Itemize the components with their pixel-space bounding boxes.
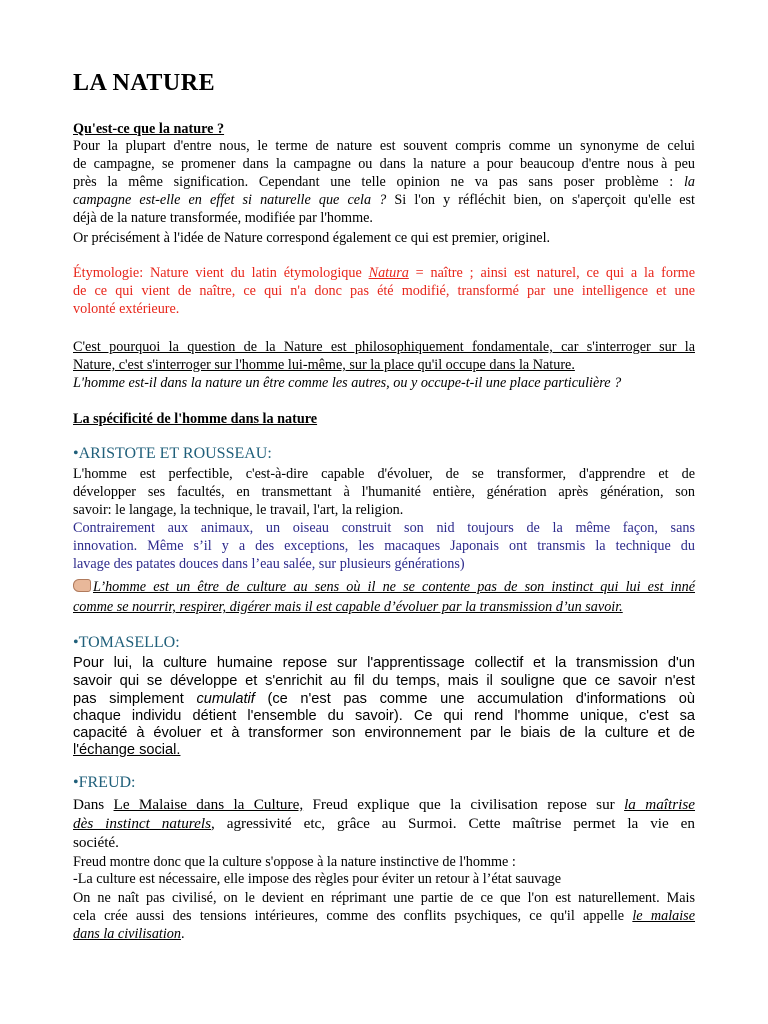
etymology-line: volonté extérieure. <box>73 301 180 317</box>
paragraph-line: Pour lui, la culture humaine repose sur l'apprentissage collectif et la transmission d'un <box>73 655 695 671</box>
paragraph-line: campagne est-elle en effet si naturelle que cela ? Si l'on y réfléchit bien, on s'aperçoit qu'elle est <box>73 192 695 208</box>
paragraph-line: lavage des patates douces dans l’eau salée, sur plusieurs générations) <box>73 556 465 572</box>
paragraph-line: de campagne, se promener dans la campagne ou dans la nature a pour beaucoup d'entre nous à peu <box>73 156 695 172</box>
paragraph-line: innovation. Même s’il y a des exceptions, les macaques Japonais ont transmis la technique du <box>73 538 695 554</box>
aristote-heading: •ARISTOTE ET ROUSSEAU: <box>73 445 272 462</box>
paragraph-line: Contrairement aux animaux, un oiseau construit son nid toujours de la même façon, sans <box>73 520 695 536</box>
etymology-line: de ce qui vient de naître, ce qui n'a donc pas été modifié, transformé par une intelligence et une <box>73 283 695 299</box>
question-line: L'homme est-il dans la nature un être comme les autres, ou y occupe-t-il une place particulière ? <box>73 375 622 391</box>
paragraph-line: L'homme est perfectible, c'est-à-dire capable d'évoluer, de se transformer, d'apprendre et de <box>73 466 695 482</box>
paragraph-line: Dans Le Malaise dans la Culture, Freud explique que la civilisation repose sur la maîtrise <box>73 796 696 813</box>
paragraph-line: déjà de la nature transformée, modifiée par l'homme. <box>73 210 373 226</box>
paragraph-line: -La culture est nécessaire, elle impose des règles pour éviter un retour à l’état sauvage <box>73 871 562 887</box>
paragraph-line: savoir: le langage, la technique, le travail, l'art, la religion. <box>73 502 404 518</box>
paragraph-line: comme se nourrir, respirer, digérer mais il est capable d’évoluer par la transmission d’un savoir. <box>73 599 623 615</box>
paragraph-line: Freud montre donc que la culture s'oppose à la nature instinctive de l'homme : <box>73 854 516 870</box>
paragraph-line: pas simplement cumulatif (ce n'est pas comme une accumulation d'informations où <box>73 691 695 707</box>
section-heading-specificity: La spécificité de l'homme dans la nature <box>73 411 318 427</box>
paragraph-line: développer ses facultés, en transmettant à l'humanité entière, génération après génération, son <box>73 484 695 500</box>
paragraph-line: Pour la plupart d'entre nous, le terme de nature est souvent compris comme un synonyme de celui <box>73 138 695 154</box>
page-title: LA NATURE <box>73 70 216 96</box>
paragraph-line: l'échange social. <box>73 742 181 758</box>
question-line: C'est pourquoi la question de la Nature est philosophiquement fondamentale, car s'interroger sur la <box>73 339 695 355</box>
paragraph-line: On ne naît pas civilisé, on le devient en réprimant une partie de ce que l'on est naturellement. Mais <box>73 890 695 906</box>
paragraph-line: chaque individu détient l'ensemble du savoir). Ce qui rend l'homme unique, c'est sa <box>73 708 695 724</box>
paragraph-line: près la même signification. Cependant une telle opinion ne va pas sans poser problème : la <box>73 174 695 190</box>
paragraph-line: Or précisément à l'idée de Nature correspond également ce qui est premier, originel. <box>73 230 551 246</box>
paragraph-line: cela crée aussi des tensions intérieures, comme des conflits psychiques, ce qu'il appelle le malaise <box>73 908 696 924</box>
paragraph-line: société. <box>73 834 119 851</box>
paragraph-line: L’homme est un être de culture au sens où il ne se contente pas de son instinct qui lui est inné <box>73 578 695 596</box>
paragraph-line: dès instinct naturels, agressivité etc, grâce au Surmoi. Cette maîtrise permet la vie en <box>73 815 695 832</box>
paragraph-line: savoir qui se développe et s'enrichit au fil du temps, mais il souligne que ce savoir n'est <box>73 673 695 689</box>
paragraph-line: capacité à évoluer et à transformer son environnement par le biais de la culture et de <box>73 725 695 741</box>
pointing-hand-icon <box>73 579 91 592</box>
etymology-line: Étymologie: Nature vient du latin étymologique Natura = naître ; ainsi est naturel, ce qui a la forme <box>73 265 695 281</box>
paragraph-line: dans la civilisation. <box>73 926 185 942</box>
question-line: Nature, c'est s'interroger sur l'homme lui-même, sur la place qu'il occupe dans la Nature. <box>73 357 575 373</box>
tomasello-heading: •TOMASELLO: <box>73 634 180 651</box>
freud-heading: •FREUD: <box>73 774 136 791</box>
section-heading-nature: Qu'est-ce que la nature ? <box>73 121 225 137</box>
